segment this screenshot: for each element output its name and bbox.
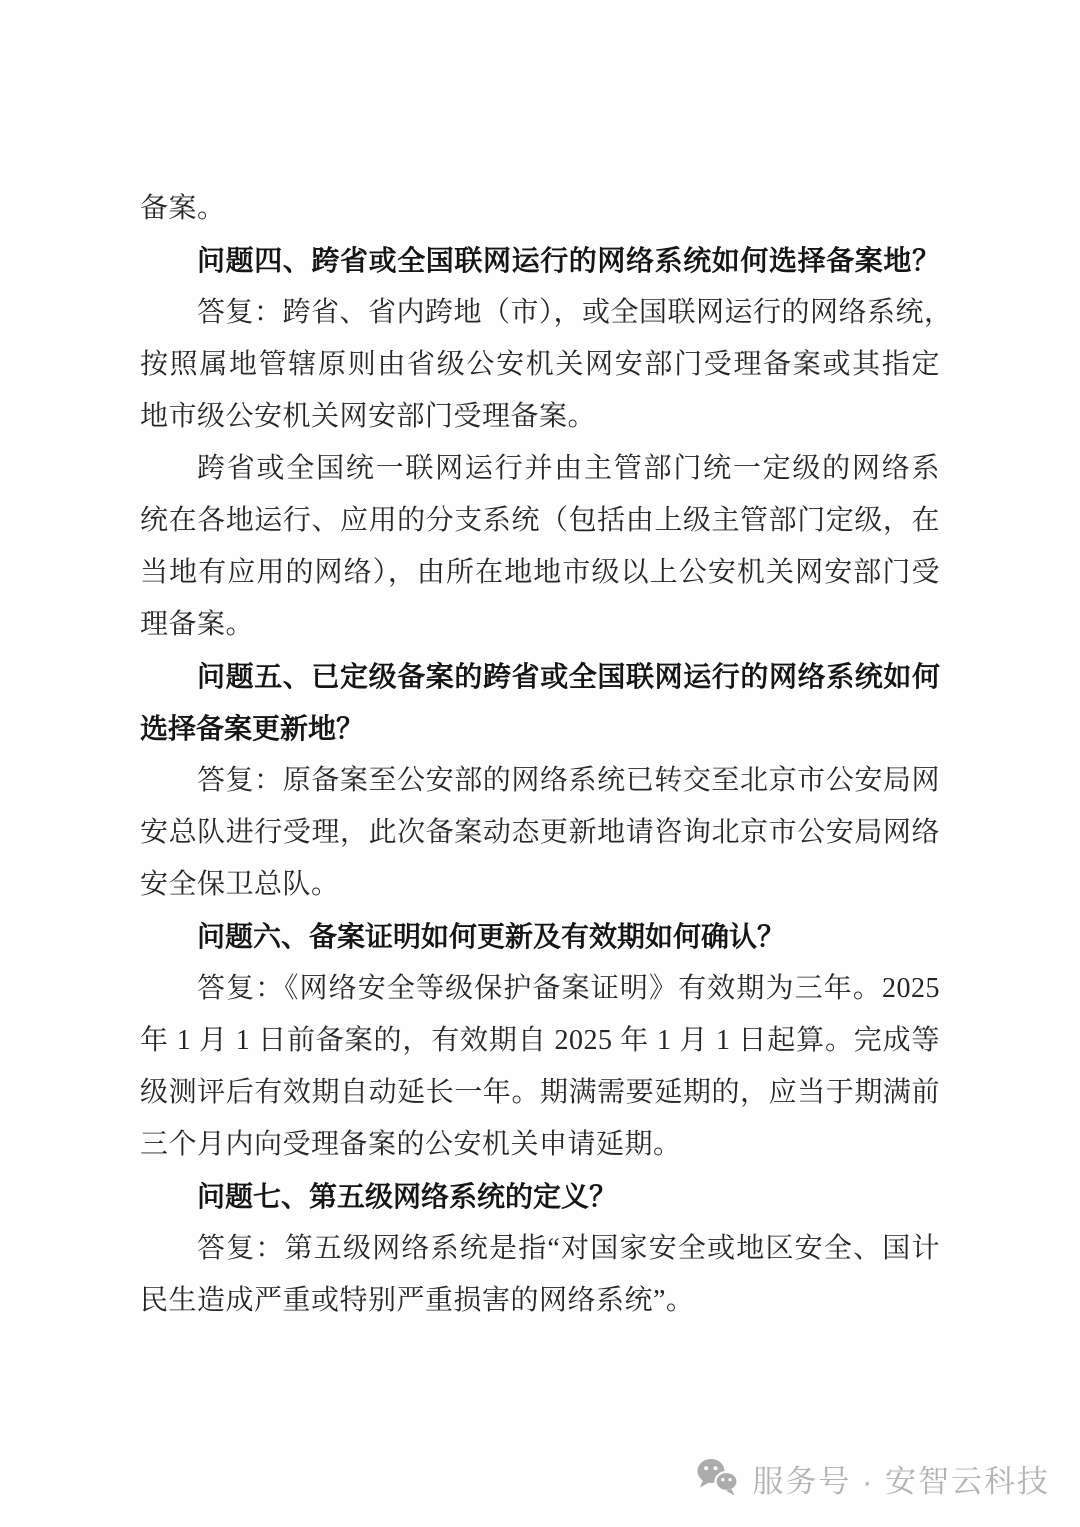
text-line: 按照属地管辖原则由省级公安机关网安部门受理备案或其指定 <box>140 349 940 380</box>
wechat-icon <box>696 1457 740 1499</box>
document-body <box>140 183 953 1327</box>
text-line: 答复：第五级网络系统是指“对国家安全或地区安全、国计 <box>197 1233 940 1264</box>
question-heading: 问题七、第五级网络系统的定义？ <box>197 1181 618 1212</box>
text-line: 级测评后有效期自动延长一年。期满需要延期的，应当于期满前 <box>140 1077 940 1108</box>
question-heading: 问题五、已定级备案的跨省或全国联网运行的网络系统如何 <box>197 661 940 692</box>
text-line: 地市级公安机关网安部门受理备案。 <box>140 401 597 432</box>
text-line: 答复：跨省、省内跨地（市），或全国联网运行的网络系统， <box>197 297 953 328</box>
question-heading-continued: 选择备案更新地？ <box>140 713 365 744</box>
text-line: 三个月内向受理备案的公安机关申请延期。 <box>140 1129 682 1160</box>
text-line: 安全保卫总队。 <box>140 869 340 900</box>
text-line: 统在各地运行、应用的分支系统（包括由上级主管部门定级，在 <box>140 505 940 536</box>
question-heading: 问题四、跨省或全国联网运行的网络系统如何选择备案地？ <box>197 245 940 276</box>
text-line: 年 1 月 1 日前备案的，有效期自 2025 年 1 月 1 日起算。完成等 <box>140 1025 940 1056</box>
text-line: 理备案。 <box>140 609 255 640</box>
text-line: 民生造成严重或特别严重损害的网络系统”。 <box>140 1285 695 1316</box>
text-line: 跨省或全国统一联网运行并由主管部门统一定级的网络系 <box>197 453 940 484</box>
watermark-label: 服务号 · 安智云科技 <box>752 1463 1050 1499</box>
question-heading: 问题六、备案证明如何更新及有效期如何确认？ <box>197 921 786 952</box>
text-line: 答复：《网络安全等级保护备案证明》有效期为三年。2025 <box>197 973 940 1004</box>
text-line: 当地有应用的网络），由所在地地市级以上公安机关网安部门受 <box>140 557 940 588</box>
watermark-footer <box>696 1452 1050 1504</box>
text-line: 答复：原备案至公安部的网络系统已转交至北京市公安局网 <box>197 765 940 796</box>
text-line: 安总队进行受理，此次备案动态更新地请咨询北京市公安局网络 <box>140 817 940 848</box>
text-line: 备案。 <box>140 193 226 224</box>
